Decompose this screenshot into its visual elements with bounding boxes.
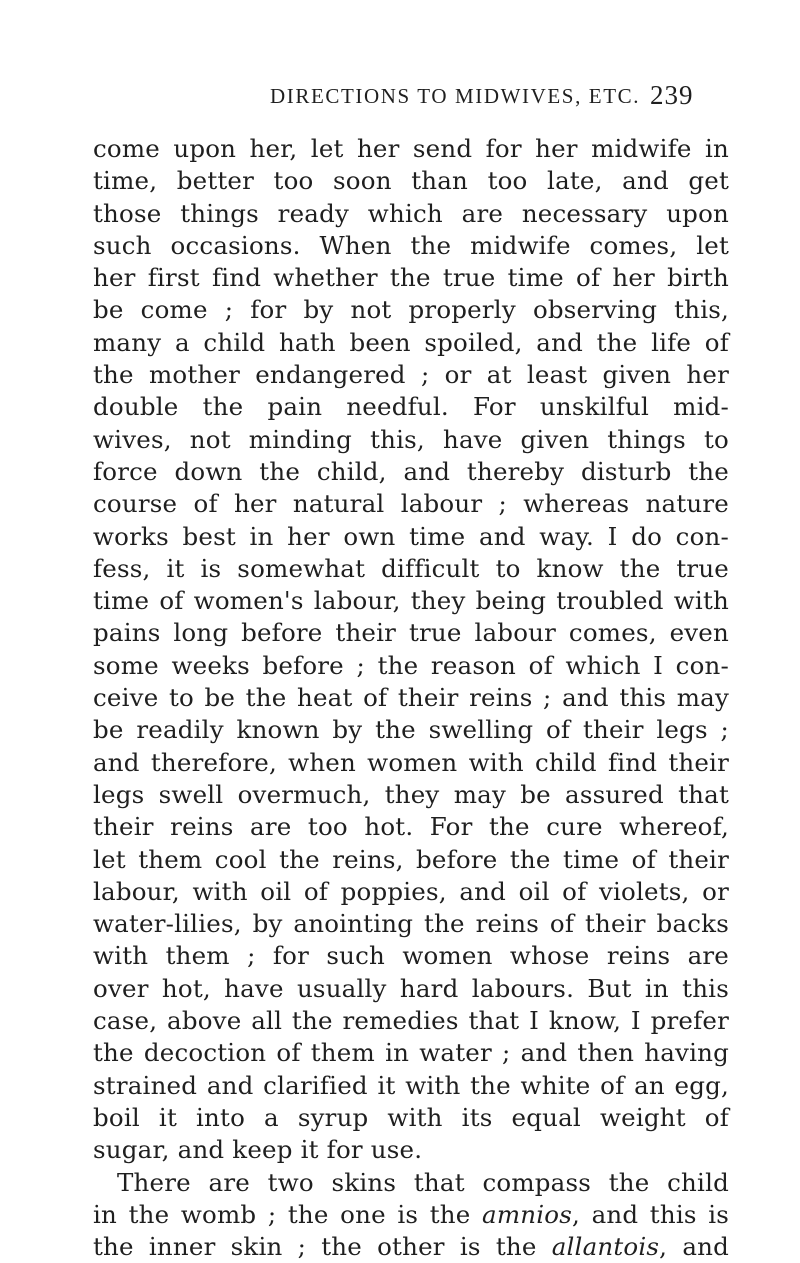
text-line: sugar, and keep it for use. xyxy=(93,1135,423,1165)
running-head xyxy=(0,80,800,112)
text-line: those things ready which are necessary upon xyxy=(93,198,729,228)
text-run: , and this is xyxy=(572,1199,730,1229)
text-run: in the womb ; the one is the xyxy=(93,1199,483,1229)
text-run: , and xyxy=(659,1232,729,1262)
text-line: double the pain needful. For unskilful mid- xyxy=(93,392,729,422)
running-title: DIRECTIONS TO MIDWIVES, ETC. xyxy=(270,84,641,108)
text-run: the inner skin ; the other is the xyxy=(93,1232,552,1262)
latin-term-allantois: allantois xyxy=(551,1232,660,1262)
text-line: her first find whether the true time of her birth xyxy=(93,263,729,293)
text-line: with them ; for such women whose reins are xyxy=(93,941,729,971)
text-line: be readily known by the swelling of their legs ; xyxy=(93,715,729,745)
text-line: strained and clarified it with the white of an egg, xyxy=(93,1070,729,1100)
text-line: many a child hath been spoiled, and the life of xyxy=(93,327,729,357)
text-line-with-term xyxy=(93,1199,729,1231)
text-line: come upon her, let her send for her midwife in xyxy=(93,134,729,163)
text-line: over hot, have usually hard labours. But in this xyxy=(93,973,729,1003)
text-line: water-lilies, by anointing the reins of their backs xyxy=(93,909,729,939)
text-line: pains long before their true labour comes, even xyxy=(93,618,729,648)
text-line: force down the child, and thereby disturb the xyxy=(93,456,729,486)
text-line: such occasions. When the midwife comes, let xyxy=(93,230,729,260)
text-line: labour, with oil of poppies, and oil of violets, or xyxy=(93,876,729,906)
text-line: wives, not minding this, have given things to xyxy=(93,424,729,454)
text-line: time, better too soon than too late, and get xyxy=(93,166,729,196)
text-line: ceive to be the heat of their reins ; and this may xyxy=(93,683,729,713)
body-text xyxy=(93,133,729,1263)
text-line: let them cool the reins, before the time of their xyxy=(93,844,729,874)
text-line: some weeks before ; the reason of which I con- xyxy=(93,650,729,680)
text-line: the decoction of them in water ; and then having xyxy=(93,1038,729,1068)
text-line: course of her natural labour ; whereas nature xyxy=(93,489,729,519)
text-line: be come ; for by not properly observing this, xyxy=(93,295,729,325)
text-line: the mother endangered ; or at least given her xyxy=(93,360,729,390)
page-number: 239 xyxy=(650,80,694,110)
text-line: case, above all the remedies that I know, I prefer xyxy=(93,1006,729,1036)
text-line: boil it into a syrup with its equal weight of xyxy=(93,1102,729,1132)
paragraph-first-line: There are two skins that compass the child xyxy=(117,1167,729,1197)
text-line: works best in her own time and way. I do con- xyxy=(93,521,729,551)
latin-term-amnios: amnios xyxy=(482,1199,573,1229)
text-line: their reins are too hot. For the cure whereof, xyxy=(93,812,729,842)
text-line-with-term xyxy=(93,1231,729,1263)
text-line: legs swell overmuch, they may be assured that xyxy=(93,779,729,809)
text-line: fess, it is somewhat difficult to know the true xyxy=(93,553,729,583)
text-line: and therefore, when women with child find their xyxy=(93,747,729,777)
text-line: time of women's labour, they being troubled with xyxy=(93,586,729,616)
